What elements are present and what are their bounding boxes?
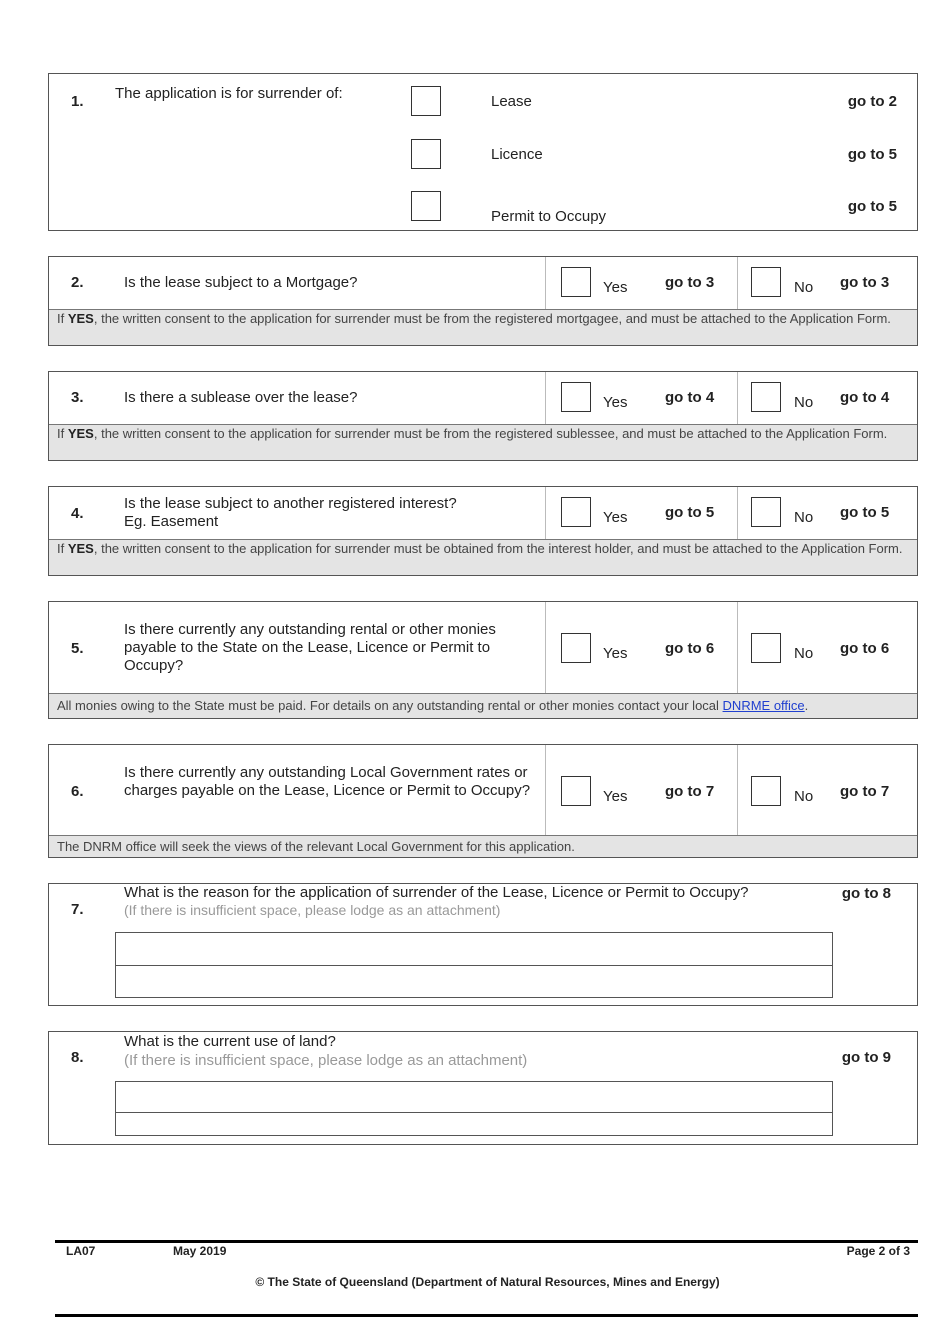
permit-goto: go to 5 (847, 198, 897, 215)
yes-goto: go to 4 (665, 389, 715, 406)
question-2-section (48, 256, 918, 346)
reason-line-1[interactable] (116, 933, 832, 966)
licence-goto: go to 5 (847, 146, 897, 163)
permit-checkbox[interactable] (411, 191, 441, 221)
yes-checkbox[interactable] (561, 267, 591, 297)
question-5-section (48, 601, 918, 719)
no-goto: go to 6 (840, 640, 890, 657)
divider (737, 602, 738, 694)
page-number: Page 2 of 3 (846, 1244, 910, 1258)
question-text: The application is for surrender of: (115, 85, 343, 102)
footer-bottom-rule (55, 1314, 918, 1317)
question-text: Is there a sublease over the lease? (124, 389, 358, 406)
consent-note: If YES, the written consent to the application for surrender must be obtained from the interest holder, and must be attached to the Application Form. (49, 539, 917, 575)
land-use-textarea[interactable] (115, 1081, 833, 1136)
yes-goto: go to 6 (665, 640, 715, 657)
reason-line-2[interactable] (116, 966, 832, 997)
question-text: Is there currently any outstanding rental or other monies payable to the State on the Lease, Licence or Permit to Occupy? (124, 621, 496, 674)
consent-note: If YES, the written consent to the application for surrender must be from the registered mortgagee, and must be attached to the Application Form. (49, 309, 917, 345)
no-label: No (794, 788, 814, 805)
question-7-section (48, 883, 918, 1006)
question-number: 7. (71, 901, 84, 918)
question-goto: go to 9 (841, 1049, 891, 1066)
question-number: 8. (71, 1049, 84, 1066)
yes-goto: go to 5 (665, 504, 715, 521)
divider (545, 602, 546, 694)
no-label: No (794, 645, 814, 662)
question-6-section (48, 744, 918, 858)
yes-label: Yes (603, 394, 628, 411)
question-number: 3. (71, 389, 84, 406)
licence-label: Licence (491, 146, 543, 163)
divider (737, 372, 738, 424)
no-checkbox[interactable] (751, 382, 781, 412)
divider (545, 487, 546, 539)
question-text: Is there currently any outstanding Local Government rates or charges payable on the Lease, Licence or Permit to Occupy? (124, 764, 531, 799)
no-checkbox[interactable] (751, 267, 781, 297)
divider (737, 257, 738, 309)
divider (545, 372, 546, 424)
attachment-hint: (If there is insufficient space, please lodge as an attachment) (124, 1052, 528, 1069)
no-checkbox[interactable] (751, 633, 781, 663)
reason-textarea[interactable] (115, 932, 833, 998)
no-goto: go to 5 (840, 504, 890, 521)
attachment-hint: (If there is insufficient space, please lodge as an attachment) (124, 902, 501, 918)
no-checkbox[interactable] (751, 776, 781, 806)
question-number: 2. (71, 274, 84, 291)
question-text: What is the reason for the application of surrender of the Lease, Licence or Permit to Occupy? (124, 884, 749, 901)
lease-goto: go to 2 (847, 93, 897, 110)
lease-checkbox[interactable] (411, 86, 441, 116)
form-code: LA07 (66, 1244, 96, 1258)
no-label: No (794, 279, 814, 296)
permit-label: Permit to Occupy (491, 208, 607, 225)
dnrme-office-link[interactable]: DNRME office (722, 698, 805, 713)
no-checkbox[interactable] (751, 497, 781, 527)
no-label: No (794, 509, 814, 526)
question-text: Is the lease subject to another registered interest? (124, 495, 457, 512)
question-text: Is the lease subject to a Mortgage? (124, 274, 358, 291)
question-goto: go to 8 (841, 885, 891, 902)
yes-label: Yes (603, 509, 628, 526)
local-government-note: The DNRM office will seek the views of the relevant Local Government for this application. (49, 835, 917, 857)
lease-label: Lease (491, 93, 532, 110)
footer-top-rule (55, 1240, 918, 1243)
no-goto: go to 3 (840, 274, 890, 291)
question-3-section (48, 371, 918, 461)
monies-note: All monies owing to the State must be paid. For details on any outstanding rental or other monies contact your local DNRME office. (49, 693, 917, 718)
yes-checkbox[interactable] (561, 633, 591, 663)
yes-goto: go to 7 (665, 783, 715, 800)
divider (545, 257, 546, 309)
consent-note: If YES, the written consent to the application for surrender must be from the registered sublessee, and must be attached to the Application Form. (49, 424, 917, 460)
divider (545, 745, 546, 837)
copyright: © The State of Queensland (Department of Natural Resources, Mines and Energy) (255, 1275, 720, 1289)
no-goto: go to 4 (840, 389, 890, 406)
question-8-section (48, 1031, 918, 1145)
divider (737, 745, 738, 837)
question-1-section (48, 73, 918, 231)
licence-checkbox[interactable] (411, 139, 441, 169)
land-use-line-2[interactable] (116, 1113, 832, 1135)
no-label: No (794, 394, 814, 411)
yes-label: Yes (603, 279, 628, 296)
yes-checkbox[interactable] (561, 776, 591, 806)
yes-label: Yes (603, 788, 628, 805)
question-4-section (48, 486, 918, 576)
question-number: 5. (71, 640, 84, 657)
form-date: May 2019 (173, 1244, 227, 1258)
question-example: Eg. Easement (124, 513, 219, 530)
no-goto: go to 7 (840, 783, 890, 800)
question-number: 6. (71, 783, 84, 800)
divider (737, 487, 738, 539)
yes-label: Yes (603, 645, 628, 662)
land-use-line-1[interactable] (116, 1082, 832, 1113)
yes-goto: go to 3 (665, 274, 715, 291)
question-number: 1. (71, 93, 84, 110)
question-text: What is the current use of land? (124, 1033, 336, 1050)
question-number: 4. (71, 505, 84, 522)
yes-checkbox[interactable] (561, 497, 591, 527)
yes-checkbox[interactable] (561, 382, 591, 412)
